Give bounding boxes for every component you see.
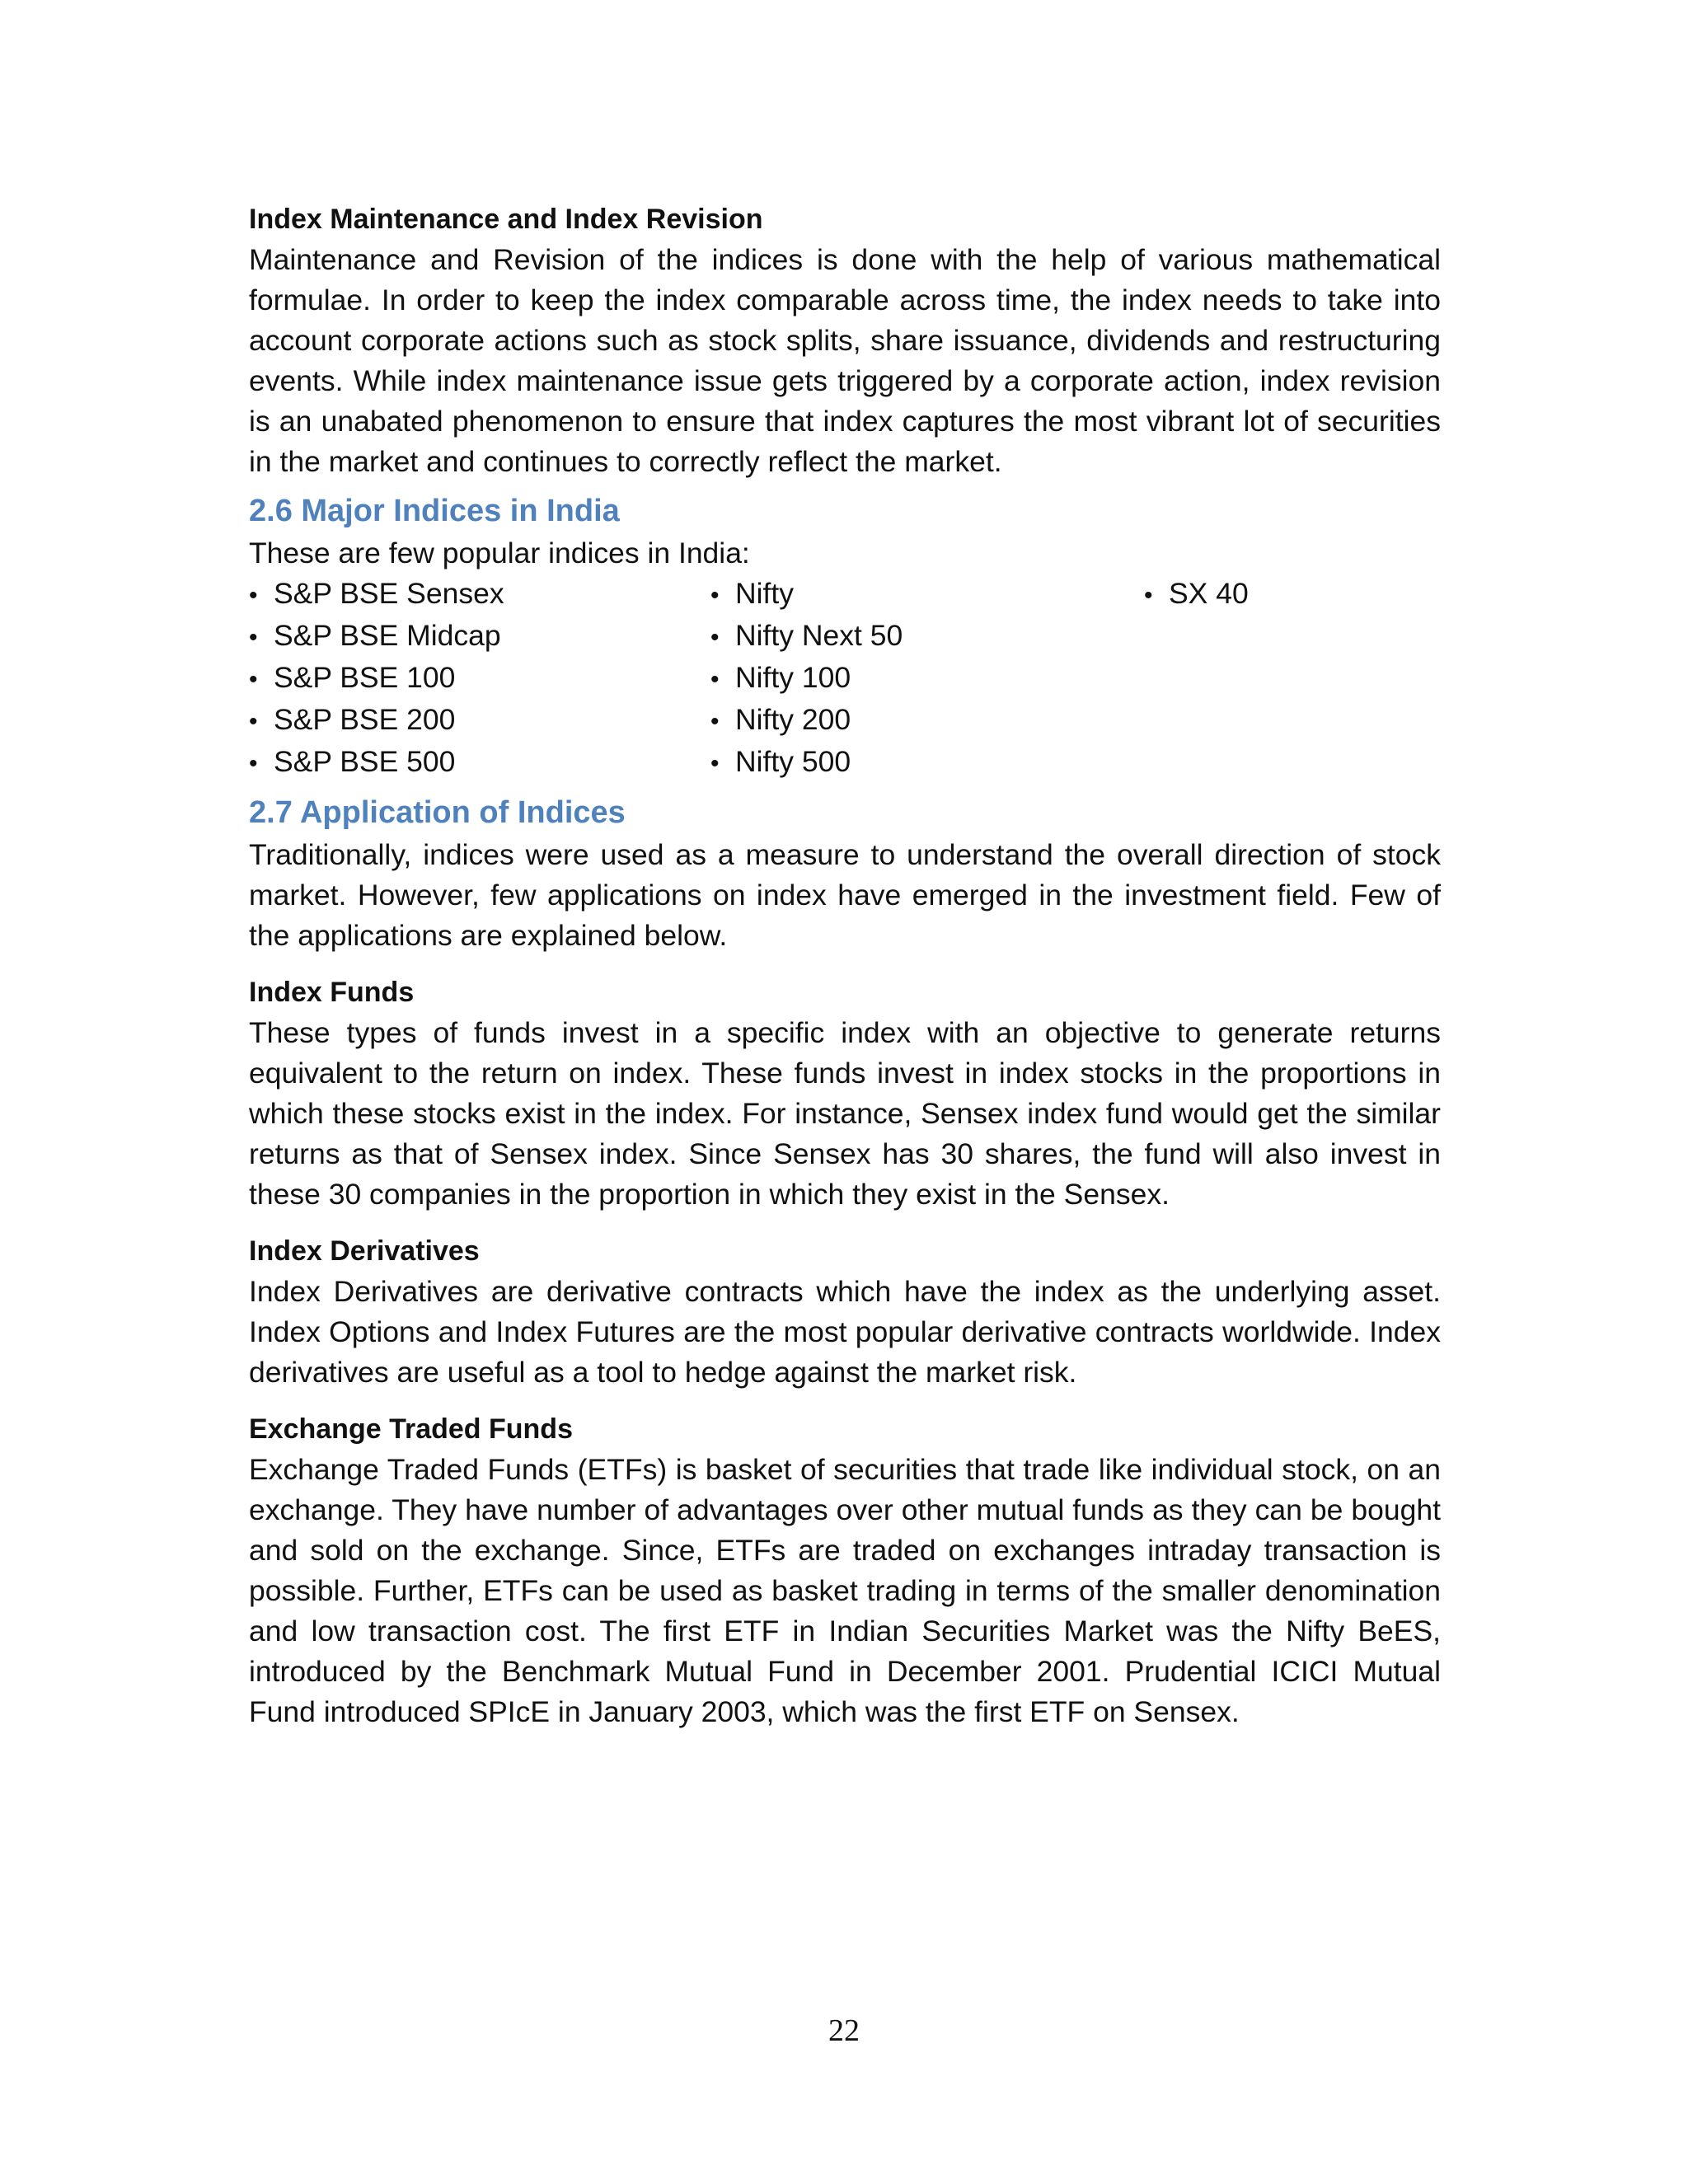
major-indices-heading: 2.6 Major Indices in India: [249, 494, 620, 528]
etf-paragraph: Exchange Traded Funds (ETFs) is basket of securities that trade like individual stock, on an exchange. They have number of advantages over other mutual funds as they can be bought and sold on the exchange. Since, ETFs are traded on exchanges intraday transaction is possible. Further, ETFs can be used as basket trading in terms of the smaller denomination and low transaction cost. The first ETF in Indian Securities Market was the Nifty BeES, introduced by the Benchmark Mutual Fund in December 2001. Prudential ICICI Mutual Fund introduced SPIcE in January 2003, which was the first ETF on Sensex.: [249, 1453, 1441, 1728]
list-item: • Nifty: [710, 574, 1144, 616]
maintenance-paragraph: Maintenance and Revision of the indices is done with the help of various mathematical formulae. In order to keep the index comparable across time, the index needs to take into account corporate actions such as stock splits, share issuance, dividends and restructuring events. While index maintenance issue gets triggered by a corporate action, index revision is an unabated phenomenon to ensure that index captures the most vibrant lot of securities in the market and continues to correctly reflect the market.: [249, 243, 1441, 478]
page-number: 22: [828, 2013, 860, 2048]
bullet-icon: •: [249, 582, 258, 609]
bullet-icon: •: [710, 624, 720, 651]
bse-indices-column: [249, 574, 710, 784]
index-funds-heading: Index Funds: [249, 977, 415, 1008]
bullet-icon: •: [1144, 582, 1153, 609]
list-item: • S&P BSE Sensex: [249, 574, 710, 616]
bullet-icon: •: [249, 708, 258, 735]
list-item: • S&P BSE 500: [249, 742, 710, 784]
bullet-icon: •: [710, 750, 720, 777]
application-heading: 2.7 Application of Indices: [249, 795, 626, 830]
list-item: • Nifty 500: [710, 742, 1144, 784]
list-item: • S&P BSE 100: [249, 658, 710, 700]
index-derivatives-paragraph: Index Derivatives are derivative contracts which have the index as the underlying asset. Index Options and Index Futures are the most popular derivative contracts worldwide. Index derivatives are useful as a tool to hedge against the market risk.: [249, 1275, 1441, 1389]
application-intro: Traditionally, indices were used as a measure to understand the overall direction of stock market. However, few applications on index have emerged in the investment field. Few of the applications are explained below.: [249, 838, 1441, 952]
major-indices-intro: These are few popular indices in India:: [249, 537, 750, 569]
list-item: • SX 40: [1144, 574, 1441, 616]
page-content: [249, 199, 1441, 1732]
bullet-icon: •: [249, 666, 258, 693]
list-item: • Nifty 200: [710, 700, 1144, 742]
bullet-icon: •: [710, 582, 720, 609]
maintenance-heading: Index Maintenance and Index Revision: [249, 204, 763, 235]
other-indices-column: [1144, 574, 1441, 784]
nifty-indices-column: [710, 574, 1144, 784]
bullet-icon: •: [249, 624, 258, 651]
list-item: • Nifty Next 50: [710, 616, 1144, 658]
bullet-icon: •: [710, 708, 720, 735]
list-item: • Nifty 100: [710, 658, 1144, 700]
list-item: • S&P BSE 200: [249, 700, 710, 742]
indices-bullet-list: [249, 574, 1441, 784]
index-funds-paragraph: These types of funds invest in a specific index with an objective to generate returns equivalent to the return on index. These funds invest in index stocks in the proportions in which these stocks exist in the index. For instance, Sensex index fund would get the similar returns as that of Sensex index. Since Sensex has 30 shares, the fund will also invest in these 30 companies in the proportion in which they exist in the Sensex.: [249, 1016, 1441, 1211]
bullet-icon: •: [710, 666, 720, 693]
index-derivatives-heading: Index Derivatives: [249, 1235, 480, 1267]
bullet-icon: •: [249, 750, 258, 777]
etf-heading: Exchange Traded Funds: [249, 1413, 573, 1445]
list-item: • S&P BSE Midcap: [249, 616, 710, 658]
